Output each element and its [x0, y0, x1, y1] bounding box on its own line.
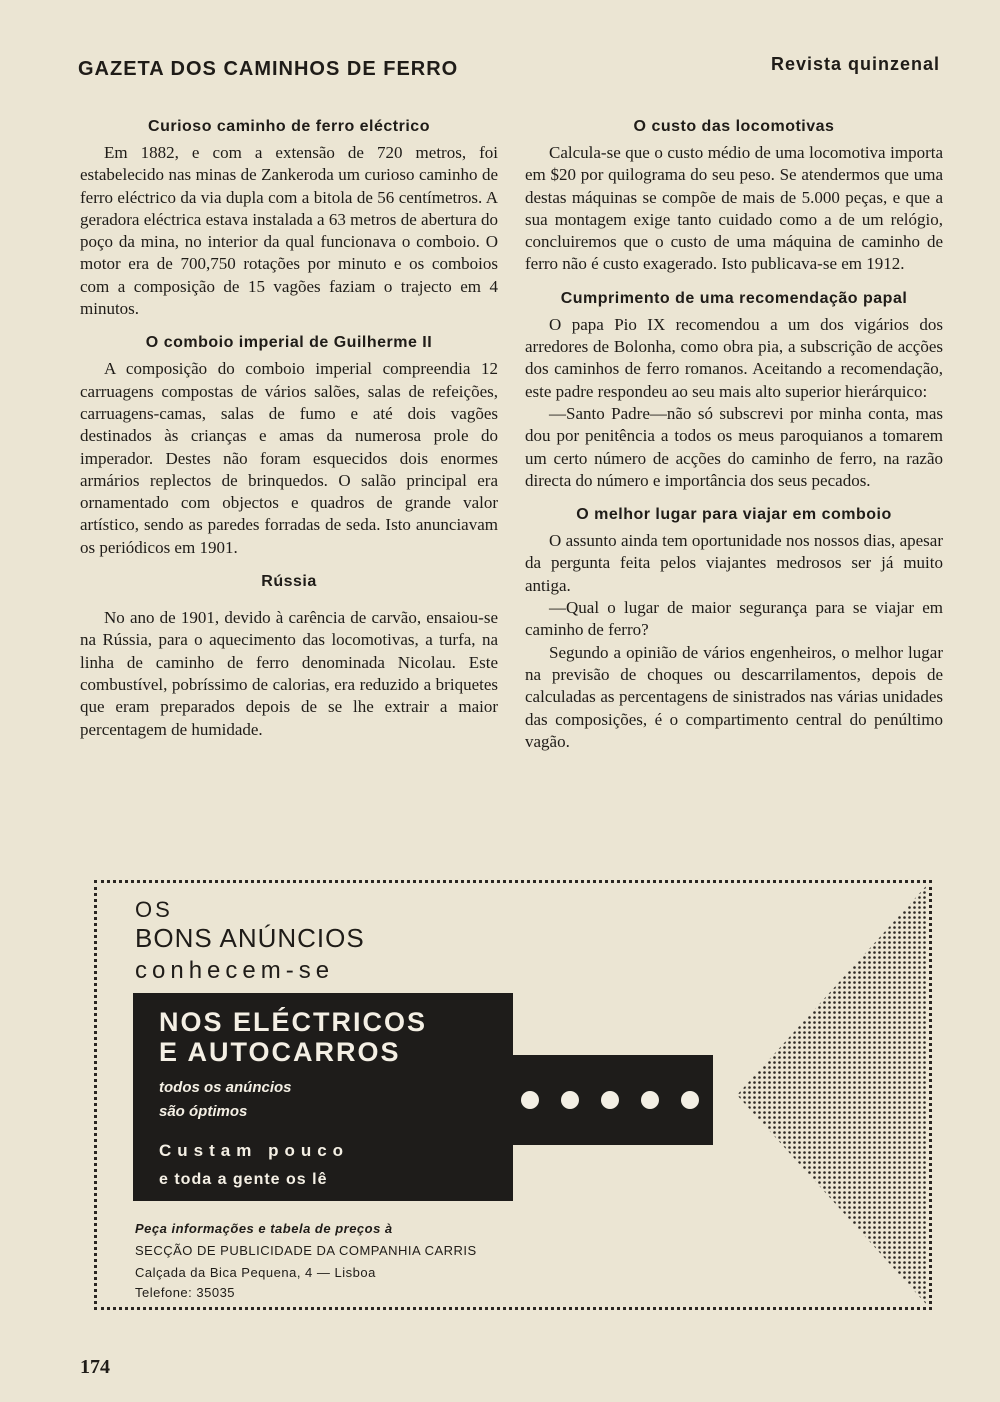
- ad-dot: [601, 1091, 619, 1109]
- section-text-best-seat-2: —Qual o lugar de maior segurança para se viajar em caminho de ferro?: [525, 598, 943, 640]
- ad-info-line-2: SECÇÃO DE PUBLICIDADE DA COMPANHIA CARRIS: [135, 1243, 477, 1258]
- ad-lee-text: e toda a gente os lê: [159, 1171, 328, 1188]
- right-column: [525, 118, 943, 753]
- ad-dot: [561, 1091, 579, 1109]
- carris-advertisement: [94, 880, 932, 1310]
- ad-os-text: OS: [135, 897, 173, 922]
- section-text-electric-railway: Em 1882, e com a extensão de 720 metros, foi estabelecido nas minas de Zankeroda um curioso caminho de ferro eléctrico da via dupla com a bitola de 56 centímetros. A geradora eléctrica estava instalada a 63 metros de abertura do poço da mina, no interior da qual funcionava o comboio. O motor era de 700,750 rotações por minuto e os comboios com a composição de 15 vagões faziam o trajecto em 4 minutos.: [80, 143, 498, 319]
- ad-dot: [521, 1091, 539, 1109]
- section-title-best-seat: O melhor lugar para viajar em comboio: [576, 506, 892, 524]
- page-number: 174: [80, 1356, 110, 1378]
- ad-info-line-1: Peça informações e tabela de preços à: [135, 1221, 393, 1236]
- ad-dot: [681, 1091, 699, 1109]
- ad-headline-1: NOS ELÉCTRICOS: [159, 1007, 428, 1037]
- journal-subtitle: Revista quinzenal: [770, 54, 940, 74]
- ad-bons-anuncios-text: BONS ANÚNCIOS: [135, 923, 365, 953]
- section-text-russia: No ano de 1901, devido à carência de carvão, ensaiou-se na Rússia, para o aquecimento das locomotivas, a turfa, na linha de caminho de ferro denominada Nicolau. Este combustível, pobríssimo de calorias, era reduzido a briquetes que eram preparados depois de se lhe extrair a maior percentagem de humidade.: [80, 608, 498, 739]
- section-text-best-seat-3: Segundo a opinião de vários engenheiros, o melhor lugar na previsão de choques ou descarrilamentos, depois de calculadas as percentagens de sinistrados nas várias unidades das composições, é o compartimento central do penúltimo vagão.: [525, 642, 943, 751]
- ad-dot: [641, 1091, 659, 1109]
- section-title-locomotive-cost: O custo das locomotivas: [633, 118, 835, 135]
- ad-info-line-3: Calçada da Bica Pequena, 4 — Lisboa: [135, 1265, 376, 1280]
- section-text-imperial-train: A composição do comboio imperial compreendia 12 carruagens compostas de vários salões, salas de refeições, carruagens-camas, salas de fumo e até dois vagões destinados às crianças e amas da numerosa prole do imperador. Destes não foram esquecidos dois enormes armários replectos de brinquedos. O salão principal era ornamentado com objectos e quadros de grande valor artístico, sendo as paredes forradas de seda. Isto anunciavam os periódicos em 1901.: [80, 359, 498, 557]
- ad-tagline-1: todos os anúncios: [159, 1079, 292, 1096]
- section-quote-papal-recommendation: —Santo Padre—não só subscrevi por minha conta, mas dou por penitência a todos os meus paroquianos a tomarem um certo número de acções do caminho de ferro, na razão directa do número e importância dos seus pecados.: [525, 403, 943, 490]
- section-title-papal-recommendation: Cumprimento de uma recomendação papal: [560, 289, 908, 307]
- ad-info-line-4: Telefone: 35035: [135, 1285, 236, 1300]
- ad-custam-text: Custam pouco: [159, 1141, 350, 1160]
- ad-conhecem-text: conhecem-se: [135, 957, 335, 984]
- section-title-russia: Rússia: [261, 573, 317, 591]
- section-title-electric-railway: Curioso caminho de ferro eléctrico: [148, 118, 430, 135]
- section-title-imperial-train: O comboio imperial de Guilherme II: [145, 334, 433, 352]
- section-text-papal-recommendation: O papa Pio IX recomendou a um dos vigários dos arredores de Bolonha, como obra pia, a subscrição de acções dos caminhos de ferro romanos. Aceitando a recomendação, este padre respondeu ao seu mais alto superior hierárquico:: [525, 314, 943, 401]
- ad-dots-band: [513, 1055, 713, 1145]
- section-text-locomotive-cost: Calcula-se que o custo médio de uma locomotiva importa em $20 por quilograma do seu peso. Se atendermos que uma destas máquinas se compõe de mais de 5.000 peças, e que a sua montagem exige tanto cuidado como a de um relógio, concluiremos que o custo de uma máquina de caminho de ferro não é custo exagerado. Isto publicava-se em 1912.: [525, 143, 943, 274]
- section-text-best-seat-1: O assunto ainda tem oportunidade nos nossos dias, apesar da pergunta feita pelos viajantes medrosos ser já muito antiga.: [525, 531, 943, 595]
- journal-title: GAZETA DOS CAMINHOS DE FERRO: [78, 58, 459, 80]
- ad-black-panel: [133, 993, 513, 1201]
- ad-headline-2: E AUTOCARROS: [159, 1037, 401, 1067]
- left-column: [80, 118, 498, 741]
- ad-tagline-2: são óptimos: [159, 1103, 248, 1120]
